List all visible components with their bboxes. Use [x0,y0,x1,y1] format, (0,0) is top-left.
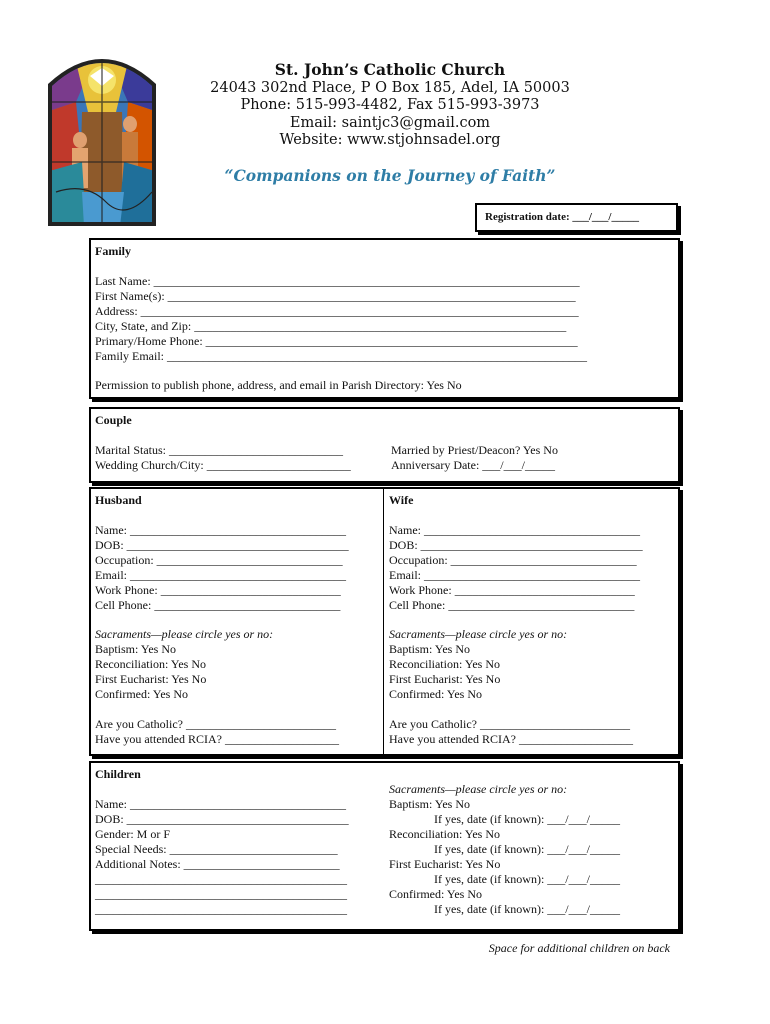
home-phone-field[interactable]: Primary/Home Phone: ______________________________________________________________ [95,334,578,348]
wife-work-phone-field[interactable]: Work Phone: ______________________________ [389,583,635,597]
wife-email-field[interactable]: Email: ____________________________________ [389,568,640,582]
wife-cell-phone-field[interactable]: Cell Phone: _______________________________ [389,598,635,612]
wife-dob-field[interactable]: DOB: _____________________________________ [389,538,643,552]
wife-reconciliation[interactable]: Reconciliation: Yes No [389,657,500,671]
married-by-field[interactable]: Married by Priest/Deacon? Yes No [391,443,558,457]
family-title: Family [95,244,131,258]
registration-date-field[interactable]: Registration date: ___/___/_____ [485,211,639,223]
directory-permission[interactable]: Permission to publish phone, address, and email in Parish Directory: Yes No [95,378,462,392]
wife-rcia-field[interactable]: Have you attended RCIA? ___________________ [389,732,633,746]
husband-email-field[interactable]: Email: ____________________________________ [95,568,346,582]
child-first-eucharist[interactable]: First Eucharist: Yes No [389,857,501,871]
first-name-field[interactable]: First Name(s): ____________________________________________________________________ [95,289,576,303]
children-section [89,761,680,931]
child-notes-line[interactable]: __________________________________________ [95,872,347,886]
church-name: St. John’s Catholic Church [274,60,506,79]
child-sacraments-heading: Sacraments—please circle yes or no: [389,782,568,796]
stained-glass-logo [46,42,158,226]
child-notes-field[interactable]: Additional Notes: __________________________ [95,857,340,871]
child-confirmed[interactable]: Confirmed: Yes No [389,887,483,901]
husband-confirmed[interactable]: Confirmed: Yes No [95,687,189,701]
husband-name-field[interactable]: Name: ____________________________________ [95,523,346,537]
church-phone: Phone: 515-993-4482, Fax 515-993-3973 [240,97,540,113]
marital-status-field[interactable]: Marital Status: _____________________________ [95,443,343,457]
anniversary-date-field[interactable]: Anniversary Date: ___/___/_____ [391,458,555,472]
registration-date-box[interactable] [475,203,678,232]
wife-name-field[interactable]: Name: ____________________________________ [389,523,640,537]
child-reconciliation[interactable]: Reconciliation: Yes No [389,827,500,841]
child-notes-line[interactable]: __________________________________________ [95,902,347,916]
husband-first-eucharist[interactable]: First Eucharist: Yes No [95,672,207,686]
husband-occupation-field[interactable]: Occupation: _______________________________ [95,553,343,567]
husband-cell-phone-field[interactable]: Cell Phone: _______________________________ [95,598,341,612]
address-field[interactable]: Address: _________________________________________________________________________ [95,304,579,318]
church-email: Email: saintjc3@gmail.com [289,115,491,131]
husband-work-phone-field[interactable]: Work Phone: ______________________________ [95,583,341,597]
husband-catholic-field[interactable]: Are you Catholic? _________________________ [95,717,336,731]
footer-note: Space for additional children on back [488,941,670,955]
family-email-field[interactable]: Family Email: ______________________________________________________________________ [95,349,587,363]
husband-sacraments-heading: Sacraments—please circle yes or no: [95,627,274,641]
spouses-section [89,487,680,756]
wife-baptism[interactable]: Baptism: Yes No [389,642,471,656]
child-notes-line[interactable]: __________________________________________ [95,887,347,901]
church-website: Website: www.stjohnsadel.org [279,132,501,148]
husband-title: Husband [95,493,142,507]
child-dob-field[interactable]: DOB: _____________________________________ [95,812,349,826]
husband-baptism[interactable]: Baptism: Yes No [95,642,177,656]
wedding-church-field[interactable]: Wedding Church/City: ________________________ [95,458,351,472]
last-name-field[interactable]: Last Name: _______________________________________________________________________ [95,274,580,288]
child-first-eucharist-date[interactable]: If yes, date (if known): ___/___/_____ [434,872,620,886]
child-baptism[interactable]: Baptism: Yes No [389,797,471,811]
tagline: “Companions on the Journey of Faith” [224,166,556,185]
city-state-zip-field[interactable]: City, State, and Zip: ______________________________________________________________ [95,319,567,333]
column-divider [383,489,384,754]
wife-title: Wife [389,493,414,507]
husband-reconciliation[interactable]: Reconciliation: Yes No [95,657,206,671]
husband-dob-field[interactable]: DOB: _____________________________________ [95,538,349,552]
wife-confirmed[interactable]: Confirmed: Yes No [389,687,483,701]
family-section [89,238,680,399]
children-title: Children [95,767,141,781]
child-baptism-date[interactable]: If yes, date (if known): ___/___/_____ [434,812,620,826]
husband-rcia-field[interactable]: Have you attended RCIA? ___________________ [95,732,339,746]
child-reconciliation-date[interactable]: If yes, date (if known): ___/___/_____ [434,842,620,856]
couple-title: Couple [95,413,132,427]
wife-catholic-field[interactable]: Are you Catholic? _________________________ [389,717,630,731]
church-address: 24043 302nd Place, P O Box 185, Adel, IA 50003 [210,80,570,96]
wife-occupation-field[interactable]: Occupation: _______________________________ [389,553,637,567]
child-confirmed-date[interactable]: If yes, date (if known): ___/___/_____ [434,902,620,916]
wife-sacraments-heading: Sacraments—please circle yes or no: [389,627,568,641]
couple-section [89,407,680,483]
wife-first-eucharist[interactable]: First Eucharist: Yes No [389,672,501,686]
child-gender-field[interactable]: Gender: M or F [95,827,170,841]
child-name-field[interactable]: Name: ____________________________________ [95,797,346,811]
child-special-needs-field[interactable]: Special Needs: ____________________________ [95,842,338,856]
